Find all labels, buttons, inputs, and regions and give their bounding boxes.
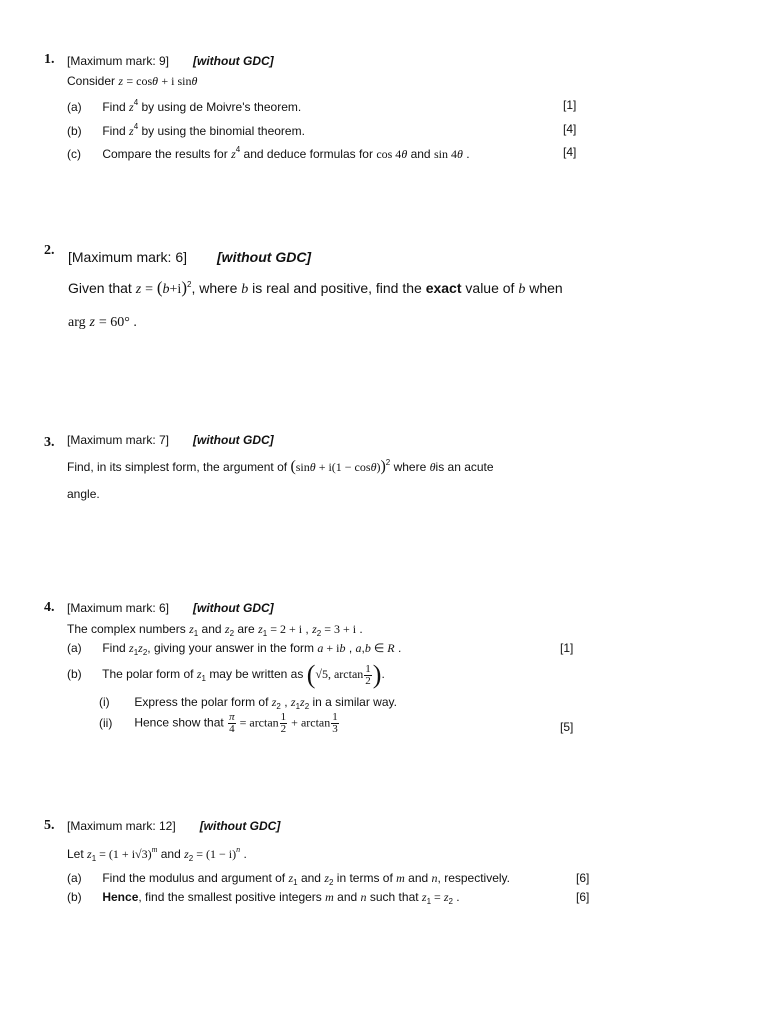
part-text: in terms of (336, 871, 393, 885)
part-label: (ii) (99, 715, 113, 730)
part-text: , find the smallest positive integers (138, 890, 322, 904)
part-label: (b) (67, 124, 82, 138)
question-3-line-2: angle. (67, 487, 100, 501)
question-4-intro: The complex numbers $z_1$ and $z_2$ are $z_1 = 2 + i$ , $z_2 = 3 + i$ . (67, 622, 363, 638)
max-mark: [Maximum mark: 9] (67, 54, 170, 68)
question-5b: (b) Hence, find the smallest positive integers m and n such that $z_1 = z_2$ . (67, 890, 460, 906)
and-text: and (300, 871, 321, 885)
when-text: when (529, 280, 563, 296)
question-5a: (a) Find the modulus and argument of $z_1$ and $z_2$ in terms of m and n, respectively. (67, 871, 510, 887)
text: where (393, 460, 427, 474)
part-label: (c) (67, 147, 81, 161)
let-text: Let (67, 847, 84, 861)
question-1-number: 1. (44, 52, 55, 67)
question-4b-i: (i) Express the polar form of $z_2$ , $z_1z_2$ in a similar way. (99, 695, 397, 711)
question-5b-mark: [6] (576, 890, 590, 904)
part-text: such that (369, 890, 419, 904)
text: value of (465, 280, 515, 296)
part-label: (a) (67, 871, 82, 885)
and-text: and (408, 871, 429, 885)
question-2-header (68, 249, 311, 265)
question-1a: (a) Find $z^4$ by using de Moivre's theorem. (67, 98, 302, 114)
part-text: , respectively. (437, 871, 510, 885)
text: Find, in its simplest form, the argument of (67, 460, 288, 474)
part-label: (b) (67, 890, 82, 904)
and-text: and (337, 890, 358, 904)
question-3-header (67, 433, 274, 447)
and-text: and (201, 622, 222, 636)
part-text: Find the modulus and argument of (102, 871, 286, 885)
question-3-number: 3. (44, 435, 55, 450)
max-mark: [Maximum mark: 12] (67, 819, 176, 833)
question-2-number: 2. (44, 243, 55, 258)
part-label: (a) (67, 100, 82, 114)
max-mark: [Maximum mark: 6] (67, 601, 170, 615)
find-text: Find (102, 124, 126, 138)
part-text: and deduce formulas for (243, 147, 373, 161)
and-text: and (160, 847, 181, 861)
question-4a-mark: [1] (560, 641, 574, 655)
question-4a: (a) Find $z_1z_2$, giving your answer in the form a + ib , a,b ∈ R . (67, 641, 402, 657)
find-text: Find (102, 641, 126, 655)
max-mark: [Maximum mark: 7] (67, 433, 170, 447)
question-1b: (b) Find $z^4$ by using the binomial theorem. (67, 122, 305, 138)
gdc-tag: [without GDC] (193, 601, 274, 615)
question-4b: (b) The polar form of $z_1$ may be written as (√5, arctan $\frac{1}{2}$ ). (67, 660, 385, 689)
question-5-header (67, 819, 280, 833)
part-label: (i) (99, 695, 110, 709)
and-text: and (410, 147, 431, 161)
part-text: may be written as (209, 667, 304, 682)
consider-text: Consider (67, 74, 116, 88)
text: is an acute (435, 460, 494, 474)
text: The complex numbers (67, 622, 186, 636)
question-4-header (67, 601, 274, 615)
question-1a-mark: [1] (563, 98, 577, 112)
question-4b-mark: [5] (560, 720, 574, 734)
question-1-header (67, 54, 274, 68)
exact-text: exact (425, 280, 462, 296)
given-text: Given that (68, 280, 132, 296)
part-text: The polar form of (102, 667, 194, 682)
part-text: , giving your answer in the form (147, 641, 315, 655)
gdc-tag: [without GDC] (217, 249, 312, 265)
gdc-tag: [without GDC] (193, 433, 274, 447)
question-3-line-1: Find, in its simplest form, the argument of $(\sin\theta + i(1 - \cos\theta))^2$ where θis an acute (67, 458, 494, 475)
gdc-tag: [without GDC] (199, 819, 281, 833)
part-label: (a) (67, 641, 82, 655)
part-label: (b) (67, 667, 82, 682)
question-2-line-2: arg z = 60° . (68, 315, 137, 330)
part-text: in a similar way. (312, 695, 397, 709)
hence-text: Hence (102, 890, 139, 904)
question-1-intro: Consider z = cosθ + i sinθ (67, 74, 198, 88)
question-1b-mark: [4] (563, 122, 577, 136)
part-text: Express the polar form of (134, 695, 269, 709)
part-text: Compare the results for (102, 147, 228, 161)
part-text: Hence show that (134, 715, 224, 730)
question-2-line-1: Given that $z = (b+i)^2$, where b is real and positive, find the exact value of b when (68, 278, 563, 297)
where-text: , where (191, 280, 238, 296)
question-1c: (c) Compare the results for $z^4$ and deduce formulas for cos 4θ and sin 4θ . (67, 145, 470, 161)
question-5-intro: Let $z_1 = (1 + i√3)^m$ and $z_2 = (1 - i)^n$ . (67, 845, 247, 863)
question-1c-mark: [4] (563, 145, 577, 159)
question-4b-ii: (ii) Hence show that $\frac{\pi}{4}$ = arctan $\frac{1}{2}$ + arctan $\frac{1}{3}$ (99, 711, 338, 735)
question-4-number: 4. (44, 600, 55, 615)
gdc-tag: [without GDC] (193, 54, 274, 68)
question-5-number: 5. (44, 818, 55, 833)
part-text: by using the binomial theorem. (141, 124, 305, 138)
text: are (237, 622, 255, 636)
question-5a-mark: [6] (576, 871, 590, 885)
text: is real and positive, find the (252, 280, 422, 296)
max-mark: [Maximum mark: 6] (68, 249, 188, 265)
part-text: by using de Moivre's theorem. (141, 100, 302, 114)
find-text: Find (102, 100, 126, 114)
